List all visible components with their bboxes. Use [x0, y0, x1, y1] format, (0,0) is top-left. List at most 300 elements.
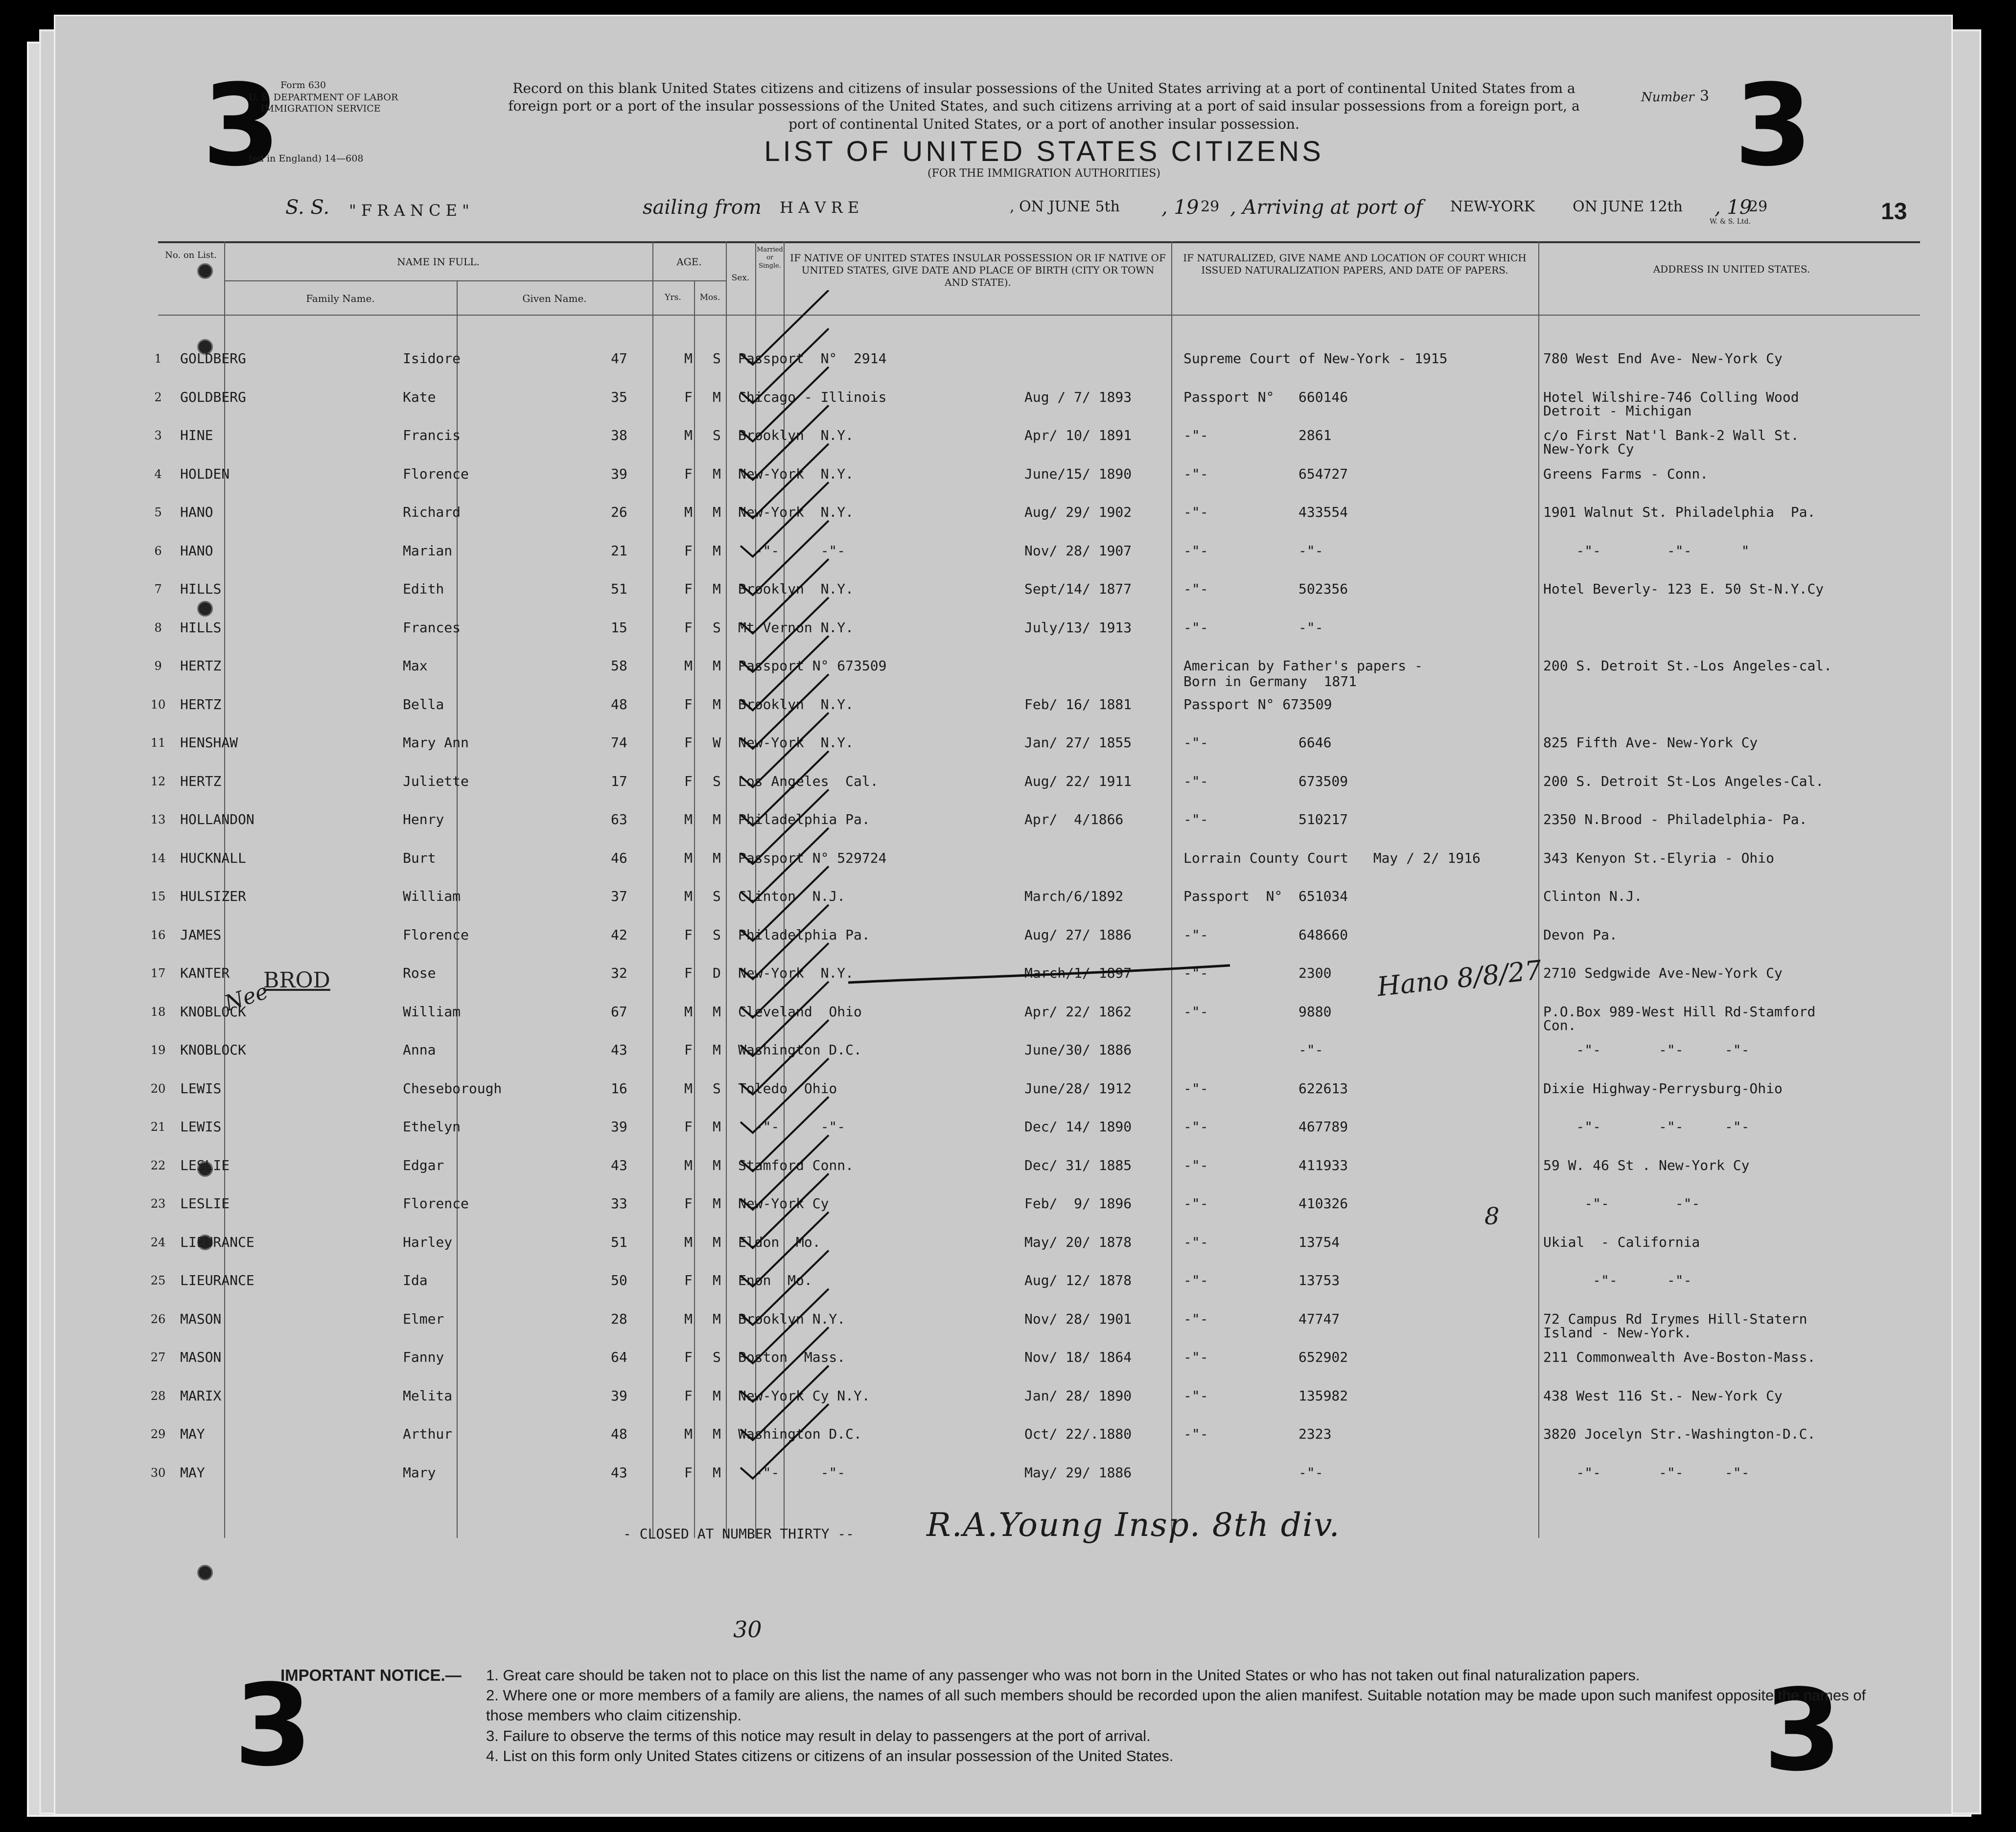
- marital-status: M: [713, 1234, 721, 1250]
- marital-status: M: [713, 811, 721, 827]
- header-mos: Mos.: [699, 293, 720, 302]
- family-name: LESLIE: [180, 1195, 230, 1212]
- table-row: [55, 428, 2016, 466]
- table-row: [55, 812, 2016, 850]
- header-naturalized: IF NATURALIZED, GIVE NAME AND LOCATION OF COURT WHICH ISSUED NATURALIZATION PAPERS, AND DATE OF PAPERS.: [1183, 252, 1527, 276]
- table-row: [55, 1389, 2016, 1427]
- checkmark: [741, 329, 829, 403]
- age: 16: [611, 1080, 627, 1097]
- arriving-label: , Arriving at port of: [1230, 196, 1423, 219]
- sex: M: [684, 811, 693, 827]
- address: 2710 Sedgwide Ave-New-York Cy: [1543, 965, 1783, 981]
- sex: F: [684, 542, 693, 559]
- age: 26: [611, 504, 627, 520]
- naturalization: -"-: [1183, 542, 1208, 559]
- birth-place: Boston Mass.: [738, 1349, 846, 1365]
- age: 39: [611, 1119, 627, 1135]
- birth-date: Dec/ 14/ 1890: [1024, 1119, 1132, 1135]
- row-number: 14: [150, 851, 166, 865]
- paper-number: 6646: [1298, 734, 1332, 751]
- paper-number: -"-: [1298, 542, 1323, 559]
- page-number: 13: [1881, 199, 1907, 225]
- row-number: 7: [154, 582, 162, 596]
- sex: F: [684, 1349, 693, 1365]
- header-rule: [224, 280, 726, 281]
- page-title: LIST OF UNITED STATES CITIZENS: [764, 136, 1324, 167]
- family-name: HOLDEN: [180, 465, 230, 482]
- marital-status: M: [713, 1464, 721, 1481]
- marital-status: S: [713, 1080, 721, 1097]
- naturalization: -"-: [1183, 965, 1208, 981]
- paper-number: 433554: [1298, 504, 1348, 520]
- table-row: [55, 1005, 2016, 1043]
- row-number: 2: [154, 390, 162, 404]
- ship-name: " F R A N C E ": [349, 201, 469, 220]
- birth-date: Apr/ 4/1866: [1024, 811, 1124, 827]
- header-sex: Sex.: [731, 273, 750, 283]
- age: 48: [611, 1426, 627, 1442]
- given-name: Florence: [403, 1195, 469, 1212]
- naturalization: -"-: [1183, 1119, 1208, 1135]
- checkmark: [741, 597, 829, 672]
- table-row: [55, 659, 2016, 697]
- sex: F: [684, 1272, 693, 1288]
- table-row: [55, 1196, 2016, 1235]
- birth-date: June/30/ 1886: [1024, 1042, 1132, 1058]
- number-label: Number: [1641, 90, 1694, 105]
- family-name: LIEURANCE: [180, 1234, 255, 1250]
- row-number: 11: [150, 736, 166, 750]
- paper-number: 2323: [1298, 1426, 1332, 1442]
- table-row: [55, 889, 2016, 927]
- age: 74: [611, 734, 627, 751]
- age: 32: [611, 965, 627, 981]
- sex: M: [684, 888, 693, 904]
- birth-place: Brooklyn N.Y.: [738, 427, 854, 443]
- marital-status: M: [713, 581, 721, 597]
- arrive-year-prefix: , 19: [1715, 196, 1752, 219]
- row-number: 16: [150, 928, 166, 942]
- birth-date: May/ 20/ 1878: [1024, 1234, 1132, 1250]
- birth-place: Philadelphia Pa.: [738, 926, 870, 943]
- given-name: Juliette: [403, 773, 469, 789]
- checkmark: [741, 1251, 829, 1325]
- given-name: Ethelyn: [403, 1119, 461, 1135]
- sex: M: [684, 1080, 693, 1097]
- address: 438 West 116 St.- New-York Cy: [1543, 1387, 1783, 1404]
- checkmark: [741, 867, 829, 941]
- header-name: NAME IN FULL.: [397, 256, 480, 268]
- given-name: Bella: [403, 696, 444, 712]
- arrive-year: 29: [1749, 198, 1768, 215]
- address: 59 W. 46 St . New-York Cy: [1543, 1157, 1750, 1173]
- family-name: LEWIS: [180, 1080, 222, 1097]
- port-to: NEW-YORK: [1450, 198, 1535, 215]
- row-number: 9: [154, 659, 162, 673]
- sex: M: [684, 504, 693, 520]
- row-number: 8: [154, 620, 162, 635]
- birth-place: New-York N.Y.: [738, 734, 854, 751]
- paper-number: 2300: [1298, 965, 1332, 981]
- checkmark: [741, 1174, 829, 1248]
- marital-status: M: [713, 1310, 721, 1327]
- naturalization: -"-: [1183, 1157, 1208, 1173]
- checkmark: [741, 290, 829, 365]
- given-name: Edgar: [403, 1157, 444, 1173]
- address: 2350 N.Brood - Philadelphia- Pa.: [1543, 811, 1807, 827]
- address: -"- -"-: [1543, 1272, 1692, 1288]
- table-row: [55, 505, 2016, 543]
- family-name: HINE: [180, 427, 213, 443]
- family-name: MARIX: [180, 1387, 222, 1404]
- birth-date: June/28/ 1912: [1024, 1080, 1132, 1097]
- naturalization: -"-: [1183, 1234, 1208, 1250]
- age: 28: [611, 1310, 627, 1327]
- marital-status: M: [713, 1042, 721, 1058]
- row-number: 1: [154, 352, 162, 366]
- service: IMMIGRATION SERVICE: [261, 103, 381, 114]
- marital-status: S: [713, 926, 721, 943]
- paper-number: 660146: [1298, 389, 1348, 405]
- sex: M: [684, 849, 693, 866]
- paper-number: 47747: [1298, 1310, 1340, 1327]
- birth-place: New-York Cy N.Y.: [738, 1387, 870, 1404]
- birth-place: Washington D.C.: [738, 1042, 862, 1058]
- table-row: [55, 351, 2016, 389]
- paper-number: 652902: [1298, 1349, 1348, 1365]
- address: 72 Campus Rd Irymes Hill-Statern: [1543, 1310, 1807, 1327]
- paper-number: 13753: [1298, 1272, 1340, 1288]
- department: U. S. DEPARTMENT OF LABOR: [249, 92, 398, 103]
- family-name: KANTER: [180, 965, 230, 981]
- birth-date: Aug/ 27/ 1886: [1024, 926, 1132, 943]
- header-age: AGE.: [676, 256, 702, 268]
- birth-place: Eldon Mo.: [738, 1234, 821, 1250]
- birth-date: Jan/ 28/ 1890: [1024, 1387, 1132, 1404]
- given-name: Cheseborough: [403, 1080, 502, 1097]
- birth-date: Apr/ 10/ 1891: [1024, 427, 1132, 443]
- marital-status: W: [713, 734, 721, 751]
- given-name: Frances: [403, 619, 461, 636]
- naturalization: -"-: [1183, 1080, 1208, 1097]
- age: 46: [611, 849, 627, 866]
- naturalization: -"-: [1183, 1272, 1208, 1288]
- row-number: 5: [154, 505, 162, 519]
- checkmark: [741, 482, 829, 557]
- paper-number: -"-: [1298, 1042, 1323, 1058]
- given-name: Burt: [403, 849, 436, 866]
- age: 67: [611, 1003, 627, 1020]
- sex: F: [684, 696, 693, 712]
- marital-status: M: [713, 504, 721, 520]
- birth-place: Stamford Conn.: [738, 1157, 854, 1173]
- header-note: Record on this blank United States citizens and citizens of insular possessions of the United States arriving at a port of continental United States from a foreign port or a port of the insular possessions of the United States, and such citizens arriving at a port of said insular possessions from a foreign port, a port of continental United States, or a port of another insular possession.: [508, 80, 1580, 132]
- ss-label: S. S.: [285, 196, 330, 219]
- family-name: HANO: [180, 542, 213, 559]
- family-name: HENSHAW: [180, 734, 238, 751]
- sex: M: [684, 658, 693, 674]
- marital-status: M: [713, 696, 721, 712]
- table-row: [55, 1081, 2016, 1120]
- address: Dixie Highway-Perrysburg-Ohio: [1543, 1080, 1783, 1097]
- marital-status: M: [713, 542, 721, 559]
- page-subtitle: (FOR THE IMMIGRATION AUTHORITIES): [927, 167, 1160, 180]
- family-name: MAY: [180, 1426, 205, 1442]
- row-number: 18: [150, 1005, 166, 1019]
- age: 15: [611, 619, 627, 636]
- given-name: Harley: [403, 1234, 453, 1250]
- inspector-signature: R.A.Young Insp. 8th div.: [927, 1506, 1341, 1544]
- given-name: Elmer: [403, 1310, 444, 1327]
- marital-status: M: [713, 1157, 721, 1173]
- address: -"- -"- ": [1543, 542, 1750, 559]
- marital-status: M: [713, 1119, 721, 1135]
- checkmark: [741, 1328, 829, 1402]
- age: 43: [611, 1464, 627, 1481]
- checkmark: [741, 444, 829, 518]
- checkmark: [741, 751, 829, 825]
- given-name: Mary Ann: [403, 734, 469, 751]
- family-name: MAY: [180, 1464, 205, 1481]
- naturalization: -"-: [1183, 926, 1208, 943]
- sail-date: , ON JUNE 5th: [1010, 198, 1120, 215]
- paper-number: 410326: [1298, 1195, 1348, 1212]
- sex: F: [684, 581, 693, 597]
- given-name: Max: [403, 658, 428, 674]
- birth-place: Enon Mo.: [738, 1272, 812, 1288]
- family-name: HULSIZER: [180, 888, 246, 904]
- address: 211 Commonwealth Ave-Boston-Mass.: [1543, 1349, 1816, 1365]
- birth-place: Philadelphia Pa.: [738, 811, 870, 827]
- address: Clinton N.J.: [1543, 888, 1643, 904]
- checkmark: [741, 521, 829, 595]
- family-name: HERTZ: [180, 658, 222, 674]
- sex: M: [684, 1003, 693, 1020]
- address-line-2: Island - New-York.: [1543, 1324, 1692, 1341]
- naturalization: -"-: [1183, 619, 1208, 636]
- age: 17: [611, 773, 627, 789]
- notice-heading: IMPORTANT NOTICE.—: [280, 1666, 462, 1684]
- checkmark: [741, 406, 829, 480]
- row-number: 30: [150, 1466, 166, 1480]
- birth-place: Passport N° 529724: [738, 849, 887, 866]
- paper-number: 648660: [1298, 926, 1348, 943]
- address: c/o First Nat'l Bank-2 Wall St.: [1543, 427, 1799, 443]
- binder-hole: [197, 263, 213, 279]
- sailing-label: sailing from: [643, 196, 762, 219]
- paper-number: 2861: [1298, 427, 1332, 443]
- naturalization: -"-: [1183, 1195, 1208, 1212]
- brod-note: BROD: [263, 968, 330, 993]
- marital-status: S: [713, 773, 721, 789]
- age: 38: [611, 427, 627, 443]
- birth-date: Apr/ 22/ 1862: [1024, 1003, 1132, 1020]
- checkmark: [741, 1097, 829, 1171]
- birth-place: New-York Cy: [738, 1195, 829, 1212]
- table-row: [55, 1120, 2016, 1158]
- birth-place: -"- -"-: [738, 1119, 846, 1135]
- address: 343 Kenyon St.-Elyria - Ohio: [1543, 849, 1775, 866]
- paper-number: -"-: [1298, 1464, 1323, 1481]
- sex: F: [684, 1042, 693, 1058]
- checkmark: [741, 1058, 829, 1133]
- sex: F: [684, 1387, 693, 1404]
- sex: F: [684, 1195, 693, 1212]
- birth-place: Brooklyn N.Y.: [738, 1310, 846, 1327]
- family-name: HILLS: [180, 581, 222, 597]
- table-row: [55, 928, 2016, 966]
- birth-date: Nov/ 28/ 1901: [1024, 1310, 1132, 1327]
- birth-date: Feb/ 9/ 1896: [1024, 1195, 1132, 1212]
- row-number: 3: [154, 429, 162, 442]
- header-given: Given Name.: [522, 293, 587, 304]
- address: Devon Pa.: [1543, 926, 1618, 943]
- row-number: 19: [150, 1043, 166, 1057]
- naturalization: Passport N°: [1183, 389, 1274, 405]
- paper-number: 673509: [1298, 773, 1348, 789]
- nee-note: Nee: [221, 979, 272, 1016]
- sex: F: [684, 734, 693, 751]
- year-prefix: , 19: [1161, 196, 1199, 219]
- count-note: 30: [733, 1616, 762, 1643]
- sex: M: [684, 1157, 693, 1173]
- checkmark: [741, 1212, 829, 1286]
- given-name: Isidore: [403, 350, 461, 366]
- family-name: LIEURANCE: [180, 1272, 255, 1288]
- naturalization: Passport N°: [1183, 888, 1283, 904]
- notice-item-4: 4. List on this form only United States citizens or citizens of an insular possession of the United States.: [486, 1747, 1174, 1764]
- birth-date: July/13/ 1913: [1024, 619, 1132, 636]
- naturalization: -"-: [1183, 773, 1208, 789]
- birth-place: Brooklyn N.Y.: [738, 696, 854, 712]
- paper-number: 135982: [1298, 1387, 1348, 1404]
- paper-number: 651034: [1298, 888, 1348, 904]
- marital-status: M: [713, 1426, 721, 1442]
- sex: F: [684, 965, 693, 981]
- birth-place: New-York N.Y.: [738, 465, 854, 482]
- form-number: Form 630: [280, 80, 326, 91]
- address-line-2: New-York Cy: [1543, 441, 1634, 457]
- header-address: ADDRESS IN UNITED STATES.: [1653, 263, 1810, 275]
- address-line-2: Con.: [1543, 1017, 1576, 1033]
- birth-date: Jan/ 27/ 1855: [1024, 734, 1132, 751]
- row-number: 29: [150, 1427, 166, 1441]
- marital-status: M: [713, 1387, 721, 1404]
- address: 200 S. Detroit St.-Los Angeles-cal.: [1543, 658, 1832, 674]
- paper-number: 654727: [1298, 465, 1348, 482]
- address: -"- -"-: [1543, 1195, 1700, 1212]
- given-name: Arthur: [403, 1426, 453, 1442]
- table-row: [55, 1273, 2016, 1311]
- header-married: Married or Single.: [757, 246, 783, 270]
- given-name: Marian: [403, 542, 453, 559]
- port-from: H A V R E: [780, 198, 859, 217]
- marital-status: M: [713, 465, 721, 482]
- table-row: [55, 1350, 2016, 1388]
- row-number: 26: [150, 1312, 166, 1326]
- address: 780 West End Ave- New-York Cy: [1543, 350, 1783, 366]
- age: 50: [611, 1272, 627, 1288]
- arrive-date: ON JUNE 12th: [1573, 198, 1683, 215]
- birth-place: Chicago - Illinois: [738, 389, 887, 405]
- naturalization: -"-: [1183, 581, 1208, 597]
- birth-date: Aug / 7/ 1893: [1024, 389, 1132, 405]
- birth-place: -"- -"-: [738, 542, 846, 559]
- row-number: 20: [150, 1081, 166, 1096]
- address: Hotel Wilshire-746 Colling Wood: [1543, 389, 1799, 405]
- naturalization: -"-: [1183, 734, 1208, 751]
- birth-date: Nov/ 28/ 1907: [1024, 542, 1132, 559]
- age: 47: [611, 350, 627, 366]
- printer-line: ted in England) 14—608: [249, 153, 364, 164]
- birth-place: New-York N.Y.: [738, 965, 854, 981]
- marital-status: S: [713, 350, 721, 366]
- header-rule: [158, 315, 1920, 316]
- marital-status: M: [713, 389, 721, 405]
- birth-date: Aug/ 29/ 1902: [1024, 504, 1132, 520]
- age: 51: [611, 581, 627, 597]
- notice-item-3: 3. Failure to observe the terms of this notice may result in delay to passengers at the port of arrival.: [486, 1727, 1151, 1744]
- corner-number-top-left: 3: [202, 61, 281, 191]
- table-row: [55, 1043, 2016, 1081]
- printer-mark: W. & S. Ltd.: [1710, 218, 1751, 226]
- family-name: KNOBLOCK: [180, 1042, 246, 1058]
- corner-number-bottom-right: 3: [1763, 1666, 1842, 1796]
- sex: F: [684, 773, 693, 789]
- given-name: Florence: [403, 926, 469, 943]
- table-row: [55, 697, 2016, 735]
- birth-place: Passport N° 2914: [738, 350, 887, 366]
- table-row: [55, 774, 2016, 812]
- checkmark: [741, 943, 829, 1018]
- header-yrs: Yrs.: [665, 293, 681, 302]
- family-name: HERTZ: [180, 773, 222, 789]
- naturalization: -"-: [1183, 1349, 1208, 1365]
- given-name: Kate: [403, 389, 436, 405]
- checkmark: [741, 1135, 829, 1210]
- header-family: Family Name.: [306, 293, 375, 304]
- age: 42: [611, 926, 627, 943]
- family-name: HERTZ: [180, 696, 222, 712]
- given-name: Rose: [403, 965, 436, 981]
- sex: F: [684, 1119, 693, 1135]
- birth-date: June/15/ 1890: [1024, 465, 1132, 482]
- checkmark: [741, 713, 829, 787]
- row-number: 22: [150, 1158, 166, 1172]
- age: 35: [611, 389, 627, 405]
- family-name: LEWIS: [180, 1119, 222, 1135]
- birth-place: New-York N.Y.: [738, 504, 854, 520]
- birth-date: Feb/ 16/ 1881: [1024, 696, 1132, 712]
- birth-place: Los Angeles Cal.: [738, 773, 879, 789]
- notice-item-1: 1. Great care should be taken not to place on this list the name of any passenger who was not born in the United States or who has not taken out final naturalization papers.: [486, 1667, 1640, 1684]
- marital-status: M: [713, 658, 721, 674]
- birth-place: Brooklyn N.Y.: [738, 581, 854, 597]
- checkmark: [741, 790, 829, 864]
- row-number: 6: [154, 544, 162, 558]
- sex: F: [684, 389, 693, 405]
- naturalization: Passport N° 673509: [1183, 696, 1332, 712]
- row-number: 25: [150, 1274, 166, 1287]
- sex: M: [684, 1234, 693, 1250]
- checkmark: [741, 559, 829, 634]
- table-row: [55, 620, 2016, 659]
- checkmark: [741, 1289, 829, 1363]
- family-name: MASON: [180, 1310, 222, 1327]
- age: 37: [611, 888, 627, 904]
- sex: F: [684, 1464, 693, 1481]
- given-name: William: [403, 1003, 461, 1020]
